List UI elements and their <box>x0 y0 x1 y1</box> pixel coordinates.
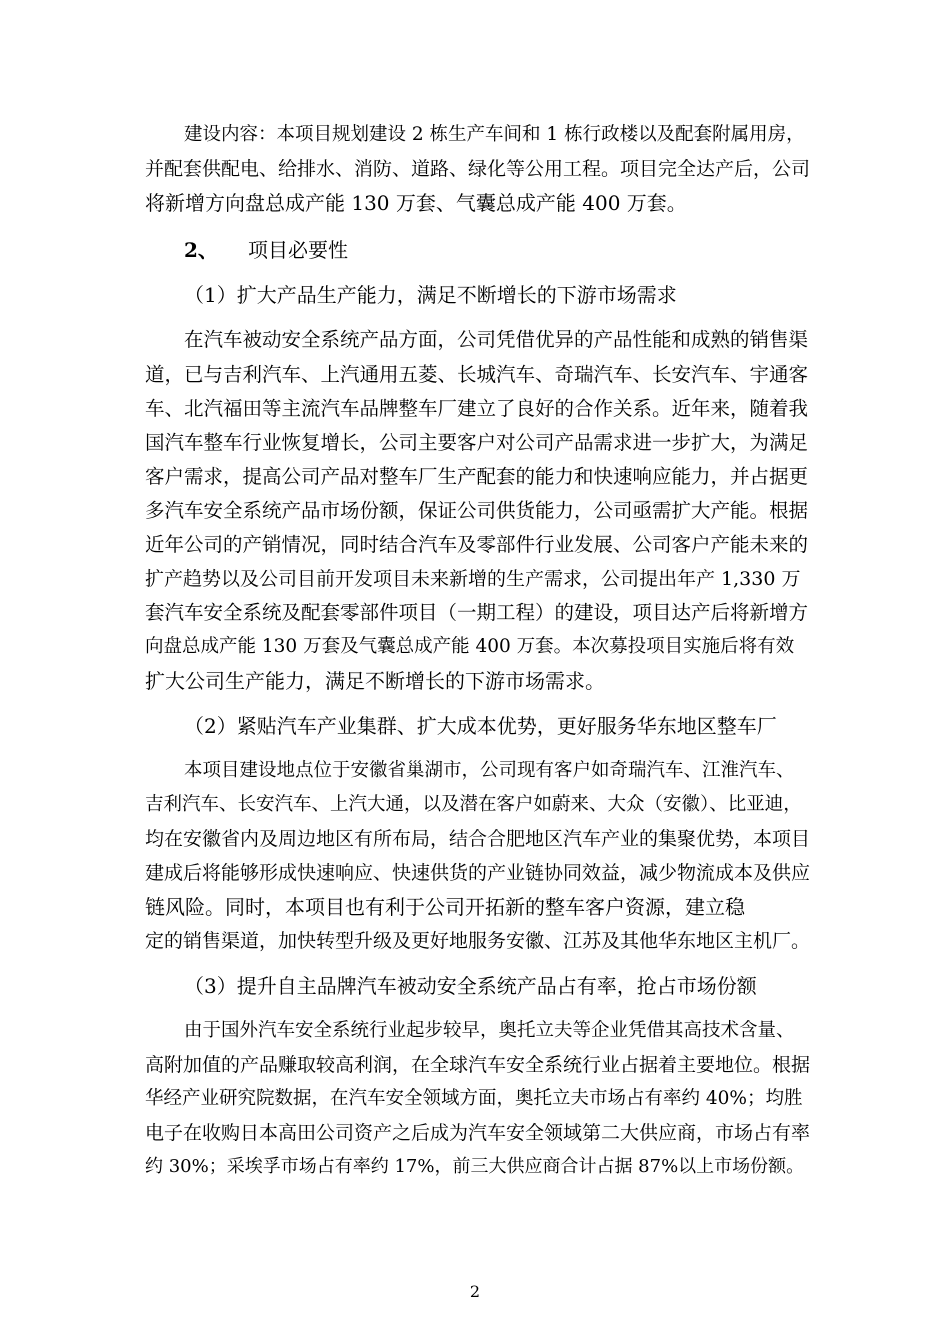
text-line: 链风险。同时，本项目也有利于公司开拓新的整车客户资源，建立稳 <box>145 895 745 919</box>
page-number: 2 <box>469 1282 481 1301</box>
text-line: 华经产业研究院数据，在汽车安全领域方面，奥托立夫市场占有率约 40%；均胜 <box>145 1088 803 1109</box>
text-line: 多汽车安全系统产品市场份额，保证公司供货能力，公司亟需扩大产能。根据 <box>145 499 809 522</box>
text-line: 套汽车安全系统及配套零部件项目（一期工程）的建设，项目达产后将新增方 <box>145 601 809 624</box>
text-line: 高附加值的产品赚取较高利润，在全球汽车安全系统行业占据着主要地位。根据 <box>145 1054 811 1076</box>
text-line: 由于国外汽车安全系统行业起步较早，奥托立夫等企业凭借其高技术含量、 <box>184 1020 795 1041</box>
text-line: 吉利汽车、长安汽车、上汽大通，以及潜在客户如蔚来、大众（安徽）、比亚迪， <box>145 794 802 815</box>
text-line: 向盘总成产能 130 万套及气囊总成产能 400 万套。本次募投项目实施后将有效 <box>145 636 795 657</box>
text-line: 定的销售渠道，加快转型升级及更好地服务安徽、江苏及其他华东地区主机厂。 <box>145 930 811 952</box>
text-line: 建成后将能够形成快速响应、快速供货的产业链协同效益，减少物流成本及供应 <box>145 862 811 884</box>
text-line: 道，已与吉利汽车、上汽通用五菱、长城汽车、奇瑞汽车、长安汽车、宇通客 <box>145 363 809 386</box>
text-line: 车、北汽福田等主流汽车品牌整车厂建立了良好的合作关系。近年来，随着我 <box>145 397 809 420</box>
text-line: 客户需求，提高公司产品对整车厂生产配套的能力和快速响应能力，并占据更 <box>145 465 809 488</box>
subheading: （1）扩大产品生产能力，满足不断增长的下游市场需求 <box>184 283 677 307</box>
text-line: 国汽车整车行业恢复增长，公司主要客户对公司产品需求进一步扩大，为满足 <box>145 431 809 454</box>
text-line: 扩产趋势以及公司目前开发项目未来新增的生产需求，公司提出年产 1,330 万 <box>145 568 801 590</box>
section-heading: 项目必要性 <box>248 238 348 262</box>
text-line: 在汽车被动安全系统产品方面，公司凭借优异的产品性能和成熟的销售渠 <box>184 328 809 351</box>
text-line: 约 30%；采埃孚市场占有率约 17%，前三大供应商合计占据 87%以上市场份额。 <box>145 1156 805 1177</box>
text-line: 电子在收购日本高田公司资产之后成为汽车安全领域第二大供应商，市场占有率 <box>145 1122 811 1144</box>
text-line: 并配套供配电、给排水、消防、道路、绿化等公用工程。项目完全达产后，公司 <box>145 158 811 180</box>
text-line: 将新增方向盘总成产能 130 万套、气囊总成产能 400 万套。 <box>145 191 687 215</box>
text-line: 近年公司的产销情况，同时结合汽车及零部件行业发展、公司客户产能未来的 <box>145 533 809 556</box>
text-line: 扩大公司生产能力，满足不断增长的下游市场需求。 <box>145 669 605 693</box>
text-line: 建设内容：本项目规划建设 2 栋生产车间和 1 栋行政楼以及配套附属用房， <box>184 124 805 145</box>
subheading: （3）提升自主品牌汽车被动安全系统产品占有率，抢占市场份额 <box>184 974 757 998</box>
text-line: 本项目建设地点位于安徽省巢湖市，公司现有客户如奇瑞汽车、江淮汽车、 <box>184 760 795 781</box>
section-number: 2、 <box>184 238 218 262</box>
subheading: （2）紧贴汽车产业集群、扩大成本优势，更好服务华东地区整车厂 <box>184 714 777 738</box>
text-line: 均在安徽省内及周边地区有所布局，结合合肥地区汽车产业的集聚优势，本项目 <box>145 828 811 850</box>
